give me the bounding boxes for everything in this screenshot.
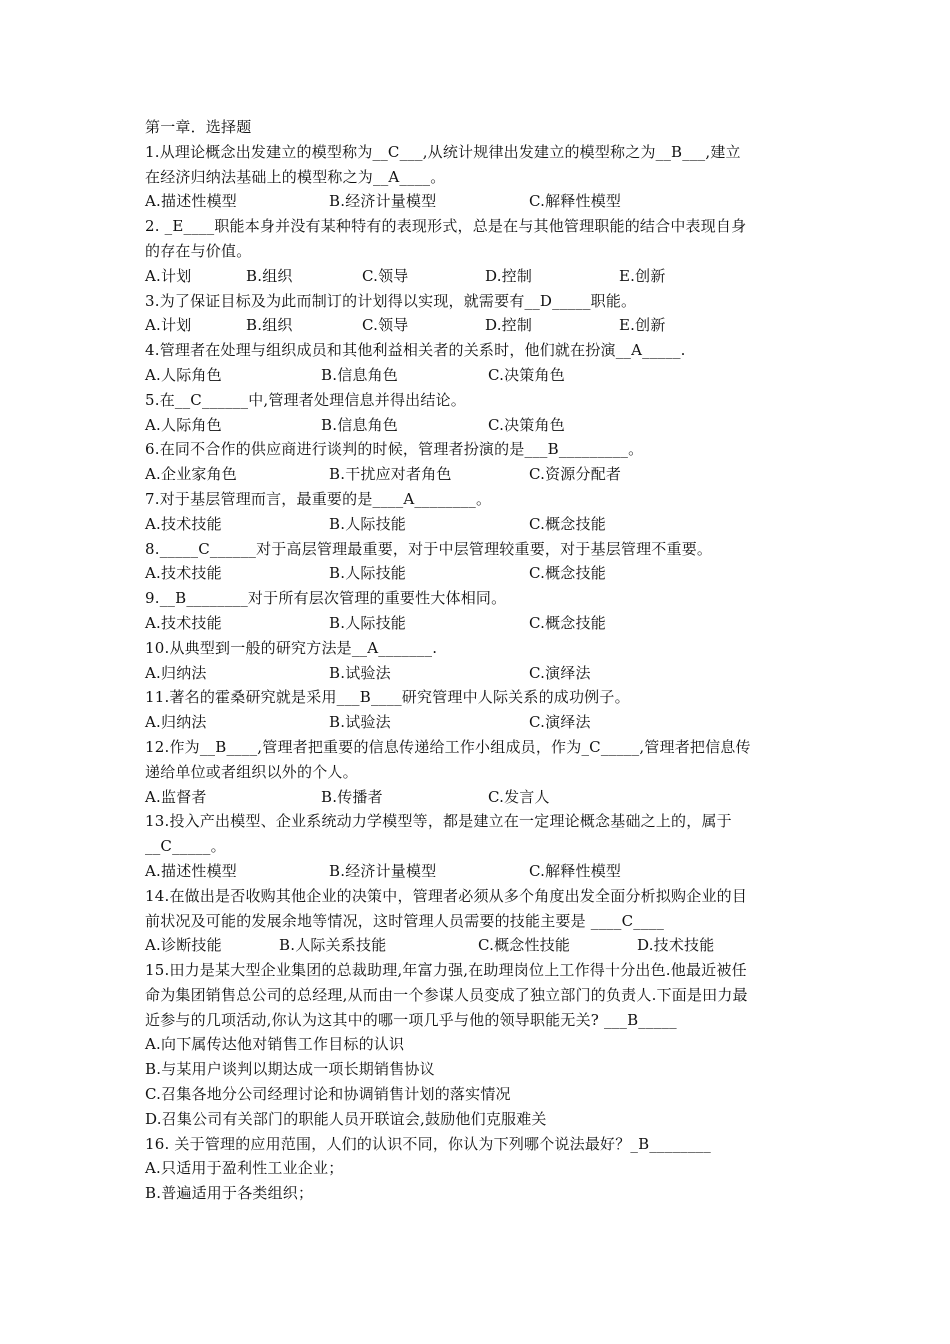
question-text: 命为集团销售总公司的总经理,从而由一个参谋人员变成了独立部门的负责人.下面是田力最 — [145, 985, 748, 1004]
option-choice: C.概念性技能 — [478, 936, 571, 955]
options-row — [145, 462, 825, 487]
option-choice: C.概念技能 — [529, 613, 606, 632]
question-text: 11.著名的霍桑研究就是采用___B____研究管理中人际关系的成功例子。 — [145, 688, 630, 707]
options-row — [145, 933, 825, 958]
question-text: 10.从典型到一般的研究方法是__A_______. — [145, 638, 438, 657]
option-choice: A.人际角色 — [145, 365, 222, 384]
option-choice: B.信息角色 — [321, 365, 398, 384]
option-choice: A.技术技能 — [145, 564, 222, 583]
option-choice: A.描述性模型 — [145, 192, 238, 211]
option-choice: E.创新 — [619, 316, 666, 335]
question-list — [145, 115, 825, 1206]
option-choice: B.传播者 — [321, 787, 383, 806]
option-choice: A.计划 — [145, 316, 192, 335]
option-choice: A.向下属传达他对销售工作目标的认识 — [145, 1035, 405, 1054]
option-choice: A.人际角色 — [145, 415, 222, 434]
option-choice: B.人际技能 — [329, 564, 406, 583]
question-text: 12.作为__B____,管理者把重要的信息传递给工作小组成员，作为_C_____,管理者把信息传 — [145, 737, 751, 756]
option-choice: B.普遍适用于各类组织； — [145, 1184, 314, 1203]
options-row — [145, 561, 825, 586]
options-row — [145, 611, 825, 636]
option-choice: B.与某用户谈判以期达成一项长期销售协议 — [145, 1060, 435, 1079]
question-text: 9.__B________对于所有层次管理的重要性大体相同。 — [145, 589, 507, 608]
question-text: 递给单位或者组织以外的个人。 — [145, 762, 358, 781]
option-choice: D.控制 — [485, 266, 533, 285]
question-text: 5.在__C______中,管理者处理信息并得出结论。 — [145, 390, 466, 409]
option-choice: C.演绎法 — [529, 663, 591, 682]
question-text: 1.从理论概念出发建立的模型称为__C___,从统计规律出发建立的模型称之为__B___,建立 — [145, 142, 741, 161]
question-text: 3.为了保证目标及为此而制订的计划得以实现，就需要有__D_____职能。 — [145, 291, 637, 310]
question-text: 7.对于基层管理而言，最重要的是____A________。 — [145, 489, 492, 508]
option-choice: B.组织 — [246, 266, 293, 285]
option-choice: C.解释性模型 — [529, 861, 622, 880]
options-row — [145, 859, 825, 884]
option-choice: B.人际技能 — [329, 514, 406, 533]
option-choice: A.技术技能 — [145, 613, 222, 632]
option-choice: D.技术技能 — [637, 936, 715, 955]
option-choice: B.经济计量模型 — [329, 861, 437, 880]
option-choice: A.归纳法 — [145, 663, 207, 682]
option-choice: C.概念技能 — [529, 514, 606, 533]
option-choice: A.诊断技能 — [145, 936, 222, 955]
option-choice: C.资源分配者 — [529, 465, 622, 484]
option-choice: C.领导 — [362, 266, 409, 285]
question-text: 6.在同不合作的供应商进行谈判的时候，管理者扮演的是___B_________。 — [145, 440, 644, 459]
option-choice: B.组织 — [246, 316, 293, 335]
option-choice: C.领导 — [362, 316, 409, 335]
option-choice: A.描述性模型 — [145, 861, 238, 880]
option-choice: B.试验法 — [329, 713, 391, 732]
options-row — [145, 710, 825, 735]
option-choice: A.只适用于盈利性工业企业； — [145, 1159, 344, 1178]
option-choice: D.召集公司有关部门的职能人员开联谊会,鼓励他们克服难关 — [145, 1109, 547, 1128]
option-choice: A.归纳法 — [145, 713, 207, 732]
question-text: 的存在与价值。 — [145, 241, 252, 260]
option-choice: B.试验法 — [329, 663, 391, 682]
options-row — [145, 189, 825, 214]
option-choice: C.决策角色 — [488, 365, 565, 384]
option-choice: B.信息角色 — [321, 415, 398, 434]
option-choice: B.干扰应对者角色 — [329, 465, 452, 484]
question-text: 16. 关于管理的应用范围，人们的认识不同，你认为下列哪个说法最好？_B________ — [145, 1134, 711, 1153]
option-choice: A.企业家角色 — [145, 465, 238, 484]
option-choice: C.发言人 — [488, 787, 550, 806]
options-row — [145, 313, 825, 338]
options-row — [145, 413, 825, 438]
option-choice: A.监督者 — [145, 787, 207, 806]
question-text: 4.管理者在处理与组织成员和其他利益相关者的关系时，他们就在扮演__A_____. — [145, 341, 686, 360]
option-choice: C.召集各地分公司经理讨论和协调销售计划的落实情况 — [145, 1085, 511, 1104]
options-row — [145, 785, 825, 810]
options-row — [145, 363, 825, 388]
option-choice: B.人际关系技能 — [279, 936, 387, 955]
option-choice: A.技术技能 — [145, 514, 222, 533]
question-text: 13.投入产出模型、企业系统动力学模型等，都是建立在一定理论概念基础之上的，属于 — [145, 812, 732, 831]
question-text: 2. _E____职能本身并没有某种特有的表现形式，总是在与其他管理职能的结合中表现自身 — [145, 217, 747, 236]
question-text: 近参与的几项活动,你认为这其中的哪一项几乎与他的领导职能无关? ___B_____ — [145, 1010, 677, 1029]
options-row — [145, 512, 825, 537]
option-choice: C.解释性模型 — [529, 192, 622, 211]
question-text: 8._____C______对于高层管理最重要，对于中层管理较重要，对于基层管理不重要。 — [145, 539, 713, 558]
option-choice: C.演绎法 — [529, 713, 591, 732]
option-choice: C.概念技能 — [529, 564, 606, 583]
option-choice: C.决策角色 — [488, 415, 565, 434]
option-choice: B.经济计量模型 — [329, 192, 437, 211]
question-text: 14.在做出是否收购其他企业的决策中，管理者必须从多个角度出发全面分析拟购企业的目 — [145, 886, 748, 905]
option-choice: B.人际技能 — [329, 613, 406, 632]
option-choice: E.创新 — [619, 266, 666, 285]
question-text: 15.田力是某大型企业集团的总裁助理,年富力强,在助理岗位上工作得十分出色.他最近被任 — [145, 961, 747, 980]
question-text: __C_____。 — [145, 837, 226, 856]
options-row — [145, 661, 825, 686]
question-text: 前状况及可能的发展余地等情况，这时管理人员需要的技能主要是 ____C____ — [145, 911, 665, 930]
question-text: 在经济归纳法基础上的模型称之为__A____。 — [145, 167, 446, 186]
option-choice: D.控制 — [485, 316, 533, 335]
options-row — [145, 264, 825, 289]
chapter-heading: 第一章．选择题 — [145, 118, 252, 136]
option-choice: A.计划 — [145, 266, 192, 285]
